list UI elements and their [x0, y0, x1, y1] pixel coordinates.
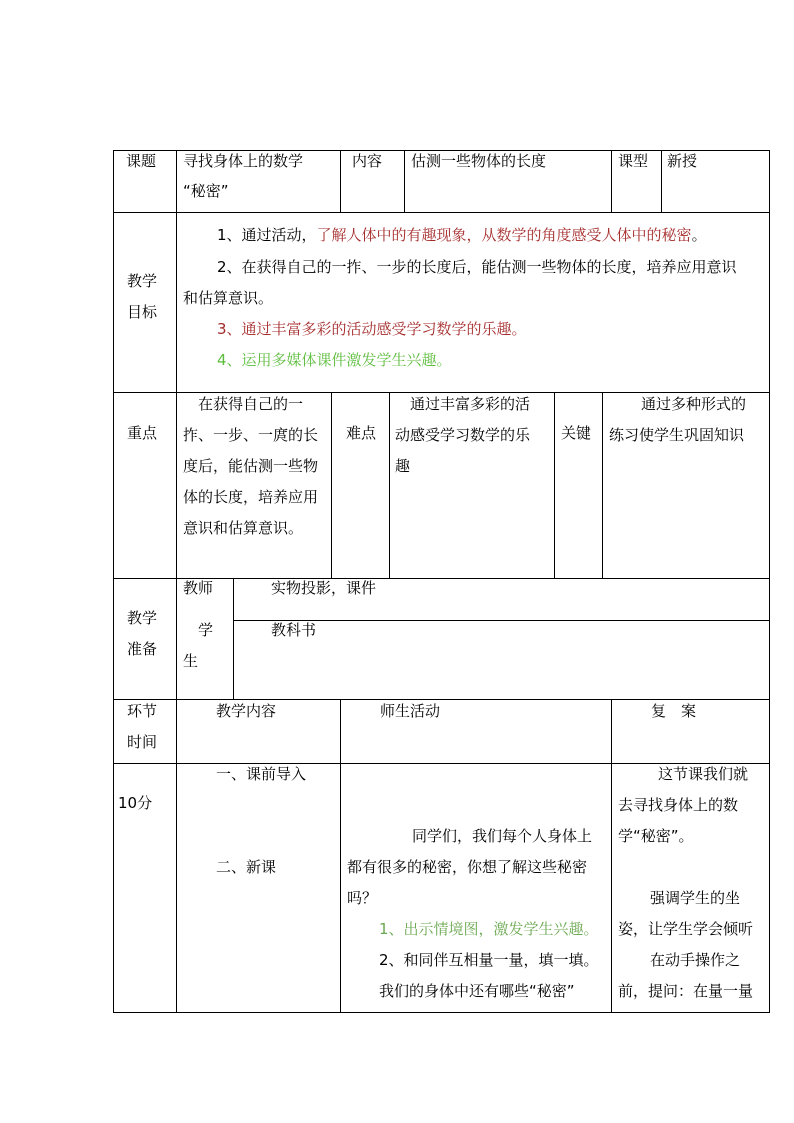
notes-line: 前，提问：在量一量 — [618, 982, 754, 1000]
header-stage-line-2: 时间 — [127, 733, 158, 751]
label-prep-line-1: 教学 — [127, 609, 158, 627]
label-key-point: 重点 — [127, 424, 158, 442]
label-content: 内容 — [352, 152, 383, 170]
key-point-line: 在获得自己的一 — [198, 395, 304, 413]
activity-line: 1、出示情境图，激发学生兴趣。 — [379, 920, 599, 938]
key-point-line: 体的长度，培养应用 — [183, 488, 319, 506]
goal-2-line-2: 和估算意识。 — [183, 289, 274, 307]
activity-line: 我们的身体中还有哪些“秘密” — [379, 982, 575, 1000]
notes-line: 去寻找身体上的数 — [618, 796, 739, 814]
time-value: 10分 — [118, 794, 153, 812]
rule — [331, 392, 332, 578]
rule — [233, 578, 234, 699]
teacher-label: 教师 — [183, 579, 214, 597]
activity-line: 都有很多的秘密，你想了解这些秘密 — [347, 858, 588, 876]
rule — [113, 150, 114, 1013]
header-review: 复 案 — [651, 702, 697, 720]
rule — [176, 150, 177, 1013]
activity-line: 2、和同伴互相量一量，填一填。 — [379, 951, 599, 969]
key-point-line: 拃、一步、一庹的长 — [183, 426, 319, 444]
student-label-line-2: 生 — [183, 652, 199, 670]
section-new-lesson: 二、新课 — [216, 858, 277, 876]
student-label-line-1: 学 — [198, 621, 214, 639]
difficulty-line: 动感受学习数学的乐 — [395, 426, 531, 444]
activity-line: 同学们，我们每个人身体上 — [412, 827, 593, 845]
rule — [404, 150, 405, 212]
rule — [113, 212, 770, 213]
rule — [602, 392, 603, 578]
goal-4: 4、运用多媒体课件激发学生兴趣。 — [217, 351, 452, 369]
rule — [554, 392, 555, 578]
difficulty-line: 趣 — [395, 457, 411, 475]
rule — [611, 699, 612, 1013]
rule — [769, 150, 770, 1013]
goal-1 — [217, 220, 707, 251]
rule — [389, 392, 390, 578]
teacher-prep-value: 实物投影，课件 — [271, 579, 377, 597]
notes-line: 学“秘密”。 — [618, 827, 694, 845]
notes-line: 这节课我们就 — [658, 765, 749, 783]
section-intro: 一、课前导入 — [216, 765, 307, 783]
header-activities: 师生活动 — [380, 702, 441, 720]
label-difficulty: 难点 — [346, 424, 377, 442]
difficulty-line: 通过丰富多彩的活 — [410, 395, 531, 413]
lesson-type-value: 新授 — [667, 152, 698, 170]
label-goals-line-2: 目标 — [127, 303, 158, 321]
rule — [611, 150, 612, 212]
label-lesson-type: 课型 — [618, 152, 649, 170]
activity-line: 吗？ — [347, 889, 378, 907]
goal-3: 3、通过丰富多彩的活动感受学习数学的乐趣。 — [217, 320, 527, 338]
keypoint-line: 通过多种形式的 — [641, 395, 747, 413]
notes-line: 姿，让学生学会倾听 — [618, 920, 754, 938]
notes-line: 强调学生的坐 — [650, 889, 741, 907]
rule — [340, 699, 341, 1013]
rule — [113, 1012, 770, 1013]
header-stage-line-1: 环节 — [127, 702, 158, 720]
rule — [340, 150, 341, 212]
keypoint-line: 练习使学生巩固知识 — [609, 426, 745, 444]
label-prep-line-2: 准备 — [127, 640, 158, 658]
content-value: 估测一些物体的长度 — [411, 152, 547, 170]
key-point-line: 度后，能估测一些物 — [183, 457, 319, 475]
topic-line-1: 寻找身体上的数学 — [183, 152, 304, 170]
notes-line: 在动手操作之 — [650, 951, 741, 969]
header-teaching-content: 教学内容 — [216, 702, 277, 720]
topic-line-2: “秘密” — [183, 182, 229, 200]
label-goals-line-1: 教学 — [127, 272, 158, 290]
goal-1-suffix: 。 — [691, 226, 707, 244]
label-topic: 课题 — [126, 152, 157, 170]
student-prep-value: 教科书 — [271, 621, 317, 639]
goal-2-line-1: 2、在获得自己的一拃、一步的长度后，能估测一些物体的长度，培养应用意识 — [217, 258, 737, 276]
key-point-line: 意识和估算意识。 — [183, 519, 304, 537]
rule — [661, 150, 662, 212]
label-keypoint: 关键 — [561, 424, 592, 442]
goal-1-highlight: 了解人体中的有趣现象，从数学的角度感受人体中的秘密 — [316, 226, 692, 244]
goal-1-prefix: 1、通过活动， — [217, 226, 317, 244]
